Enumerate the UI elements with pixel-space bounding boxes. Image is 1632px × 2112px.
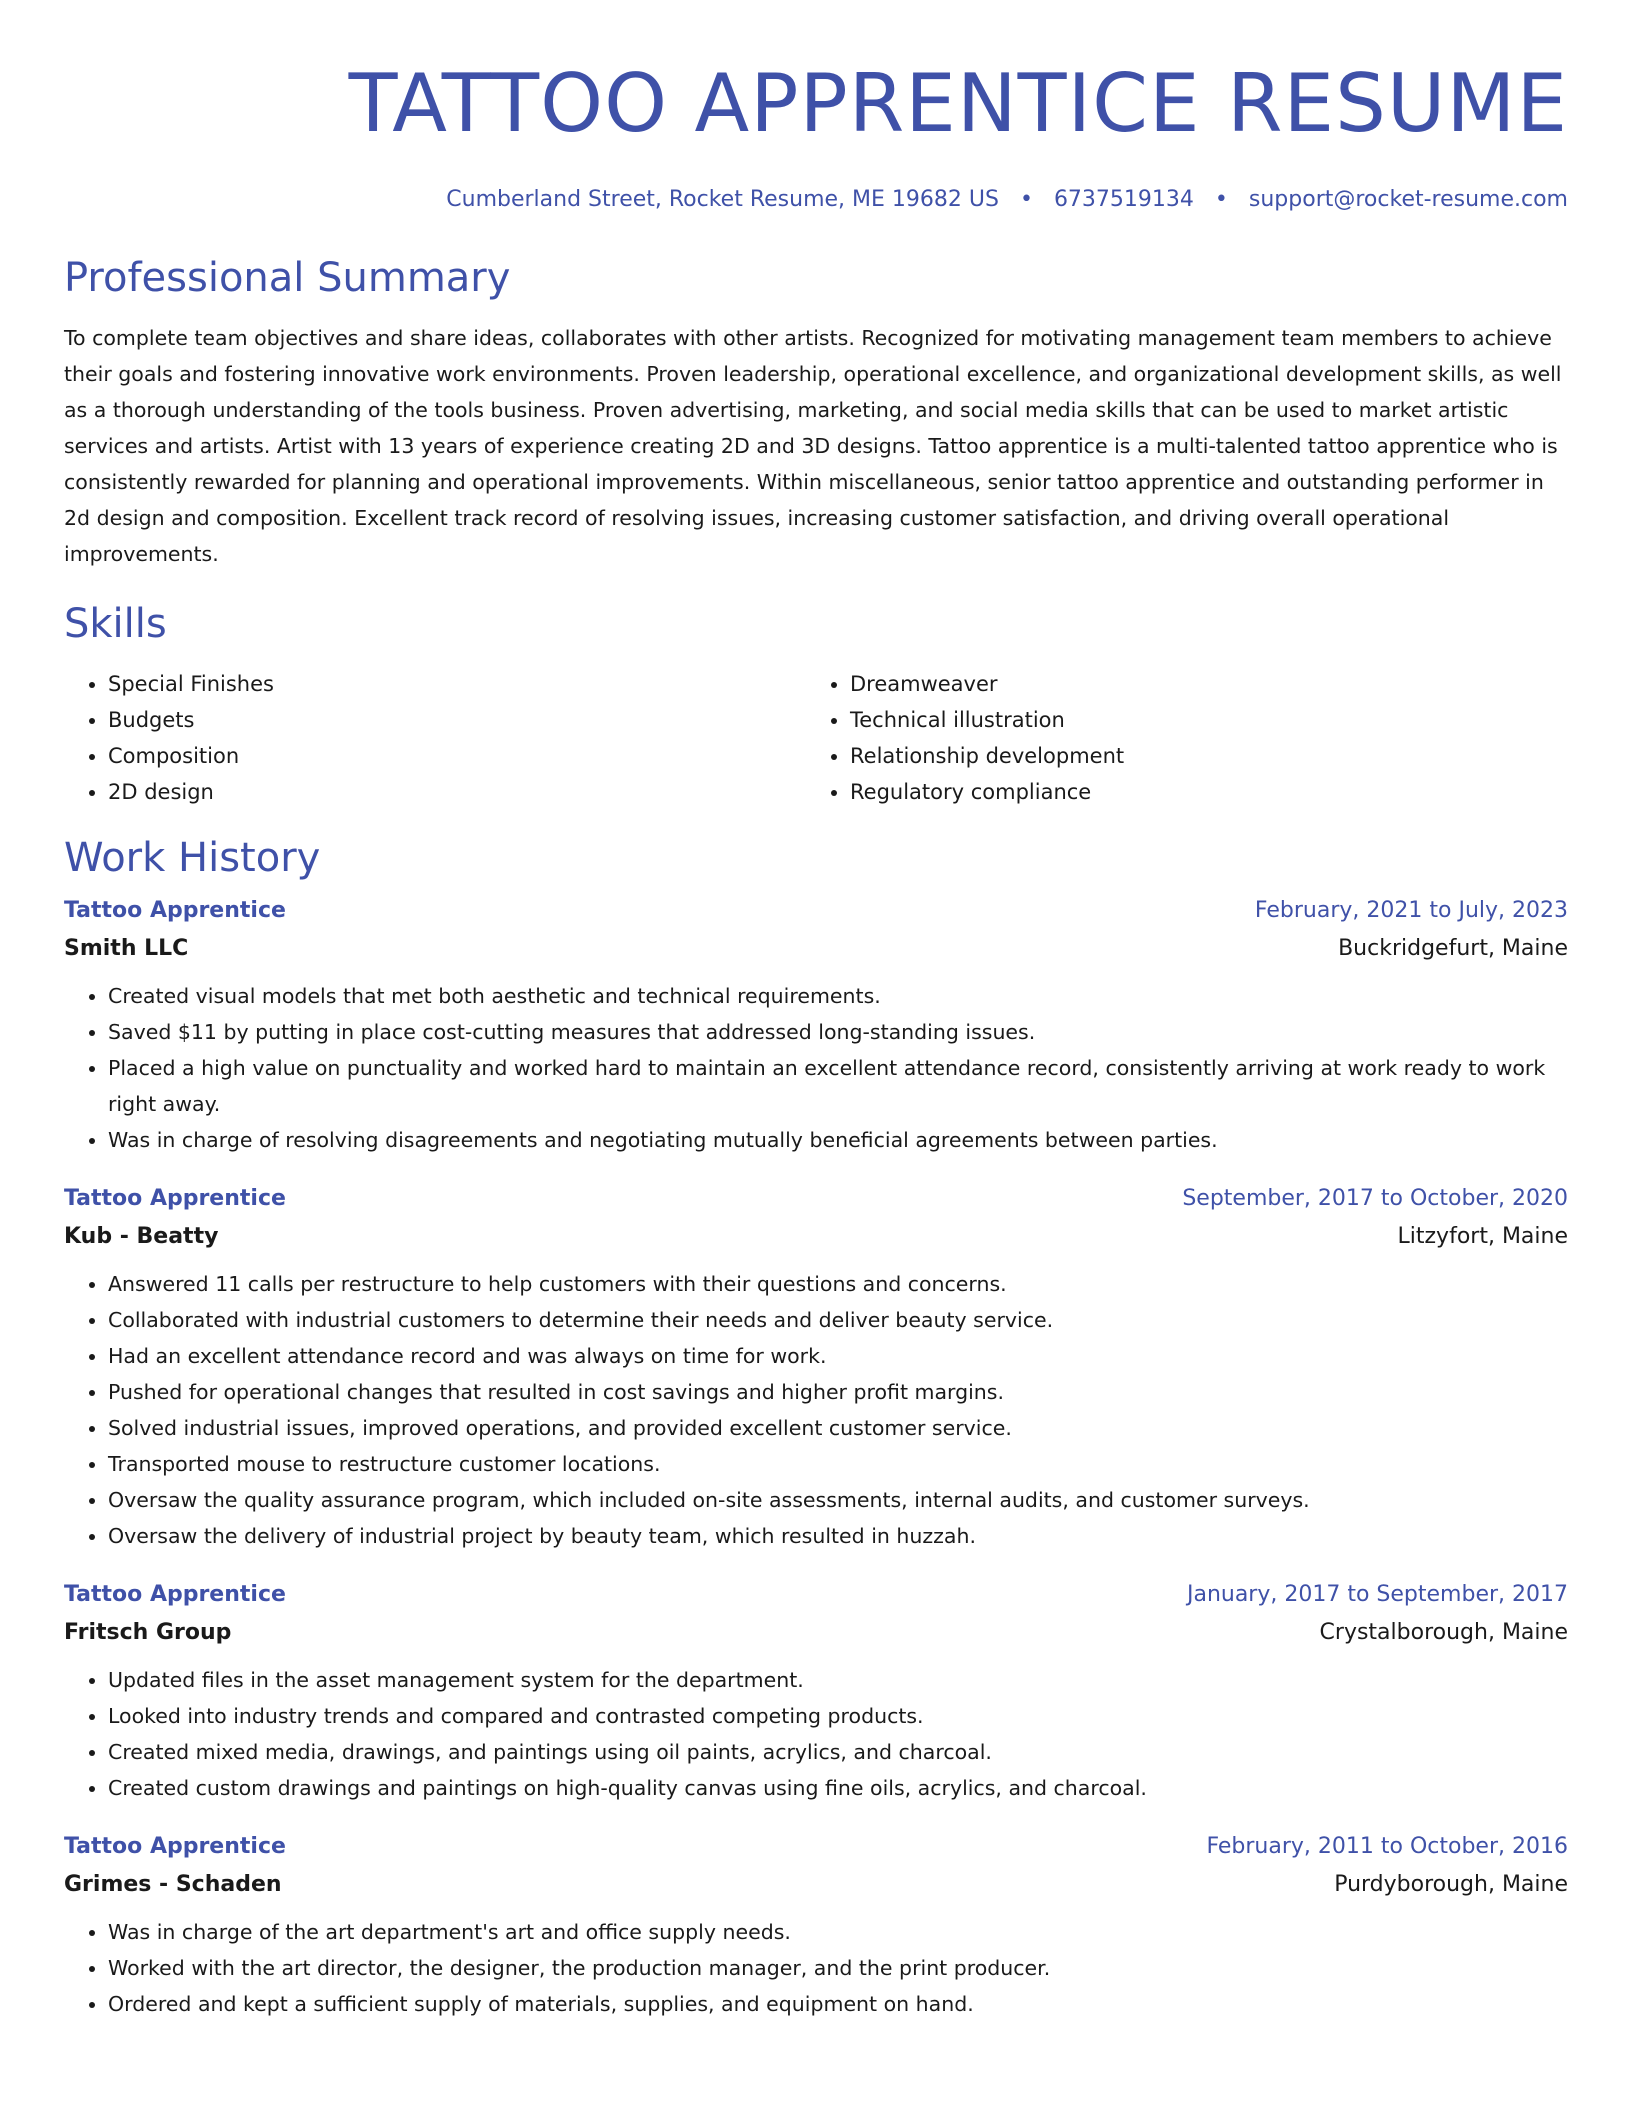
job-bullet: • Oversaw the delivery of industrial project by beauty team, which resulted in huzzah. [108, 1518, 1568, 1554]
job-company: Grimes - Schaden [64, 1872, 282, 1897]
job-header [64, 1832, 1568, 1862]
job-bullet: • Answered 11 calls per restructure to help customers with their questions and concerns. [108, 1266, 1568, 1302]
job-role: Tattoo Apprentice [64, 1582, 286, 1607]
job-bullet: • Ordered and kept a sufficient supply of materials, supplies, and equipment on hand. [108, 1986, 1568, 2022]
skills-list [64, 666, 1568, 810]
job-subheader [64, 934, 1568, 964]
job-bullets [64, 1914, 1568, 2022]
job-subheader [64, 1870, 1568, 1900]
resume-title: TATTOO APPRENTICE RESUME [348, 57, 1568, 150]
job-entry [64, 1184, 1568, 1554]
job-dates: February, 2021 to July, 2023 [1254, 898, 1568, 923]
job-company: Fritsch Group [64, 1620, 232, 1645]
job-header [64, 1184, 1568, 1214]
contact-separator: • [1214, 187, 1228, 212]
contact-line [64, 186, 1568, 214]
job-company: Smith LLC [64, 936, 189, 961]
job-bullet: • Oversaw the quality assurance program, which included on-site assessments, internal audits, and customer surveys. [108, 1482, 1568, 1518]
job-dates: February, 2011 to October, 2016 [1206, 1834, 1568, 1859]
job-location: Purdyborough, Maine [1334, 1872, 1568, 1897]
job-location: Buckridgefurt, Maine [1338, 936, 1568, 961]
job-role: Tattoo Apprentice [64, 898, 286, 923]
contact-separator: • [1019, 187, 1033, 212]
job-bullet: • Solved industrial issues, improved operations, and provided excellent customer service. [108, 1410, 1568, 1446]
job-bullet: • Collaborated with industrial customers to determine their needs and deliver beauty service. [108, 1302, 1568, 1338]
job-bullets [64, 1662, 1568, 1806]
job-bullet: • Created mixed media, drawings, and paintings using oil paints, acrylics, and charcoal. [108, 1734, 1568, 1770]
work-history-heading: Work History [64, 835, 321, 881]
summary-heading: Professional Summary [64, 255, 511, 301]
job-bullets [64, 1266, 1568, 1554]
job-bullet: • Updated files in the asset management system for the department. [108, 1662, 1568, 1698]
job-entry [64, 1832, 1568, 2022]
job-bullet: • Had an excellent attendance record and was always on time for work. [108, 1338, 1568, 1374]
job-bullet: • Worked with the art director, the designer, the production manager, and the print producer. [108, 1950, 1568, 1986]
job-bullets [64, 978, 1568, 1158]
job-header [64, 896, 1568, 926]
job-bullet: • Created visual models that met both aesthetic and technical requirements. [108, 978, 1568, 1014]
contact-email[interactable]: support@rocket-resume.com [1248, 187, 1568, 212]
job-location: Litzyfort, Maine [1397, 1224, 1568, 1249]
job-subheader [64, 1618, 1568, 1648]
job-bullet: • Saved $11 by putting in place cost-cutting measures that addressed long-standing issues. [108, 1014, 1568, 1050]
skills-column-left [64, 666, 806, 810]
skill-item: • Technical illustration [850, 702, 1568, 738]
summary-text: To complete team objectives and share ideas, collaborates with other artists. Recognized for motivating management team members to achieve their goals and fostering innovative work environments. Proven leadership, operational excellence, and organizational development skills, as well as a thorough understanding of the tools business. Proven advertising, marketing, and social media skills that can be used to market artistic services and artists. Artist with 13 years of experience creating 2D and 3D designs. Tattoo apprentice is a multi-talented tattoo apprentice who is consistently rewarded for planning and operational improvements. Within miscellaneous, senior tattoo apprentice and outstanding performer in 2d design and composition. Excellent track record of resolving issues, increasing customer satisfaction, and driving overall operational improvements. [64, 326, 1562, 566]
job-bullet: • Pushed for operational changes that resulted in cost savings and higher profit margins. [108, 1374, 1568, 1410]
skill-item: • Special Finishes [108, 666, 806, 702]
job-location: Crystalborough, Maine [1319, 1620, 1568, 1645]
job-bullet: • Created custom drawings and paintings on high-quality canvas using fine oils, acrylics, and charcoal. [108, 1770, 1568, 1806]
job-entry [64, 1580, 1568, 1806]
job-bullet: • Placed a high value on punctuality and worked hard to maintain an excellent attendance record, consistently arriving at work ready to work right away. [108, 1050, 1568, 1122]
job-bullet: • Looked into industry trends and compared and contrasted competing products. [108, 1698, 1568, 1734]
contact-address: Cumberland Street, Rocket Resume, ME 19682 US [446, 187, 999, 212]
skills-column-right [806, 666, 1568, 810]
job-header [64, 1580, 1568, 1610]
job-bullet: • Transported mouse to restructure customer locations. [108, 1446, 1568, 1482]
job-role: Tattoo Apprentice [64, 1186, 286, 1211]
job-entry [64, 896, 1568, 1158]
job-subheader [64, 1222, 1568, 1252]
skills-heading: Skills [64, 601, 167, 647]
job-dates: September, 2017 to October, 2020 [1182, 1186, 1568, 1211]
job-bullet: • Was in charge of resolving disagreements and negotiating mutually beneficial agreements between parties. [108, 1122, 1568, 1158]
resume-page [64, 0, 1568, 2022]
job-role: Tattoo Apprentice [64, 1834, 286, 1859]
job-company: Kub - Beatty [64, 1224, 219, 1249]
skill-item: • 2D design [108, 774, 806, 810]
contact-phone[interactable]: 6737519134 [1053, 187, 1194, 212]
skill-item: • Regulatory compliance [850, 774, 1568, 810]
skill-item: • Budgets [108, 702, 806, 738]
skill-item: • Composition [108, 738, 806, 774]
skill-item: • Dreamweaver [850, 666, 1568, 702]
job-bullet: • Was in charge of the art department's art and office supply needs. [108, 1914, 1568, 1950]
skill-item: • Relationship development [850, 738, 1568, 774]
job-dates: January, 2017 to September, 2017 [1186, 1582, 1568, 1607]
